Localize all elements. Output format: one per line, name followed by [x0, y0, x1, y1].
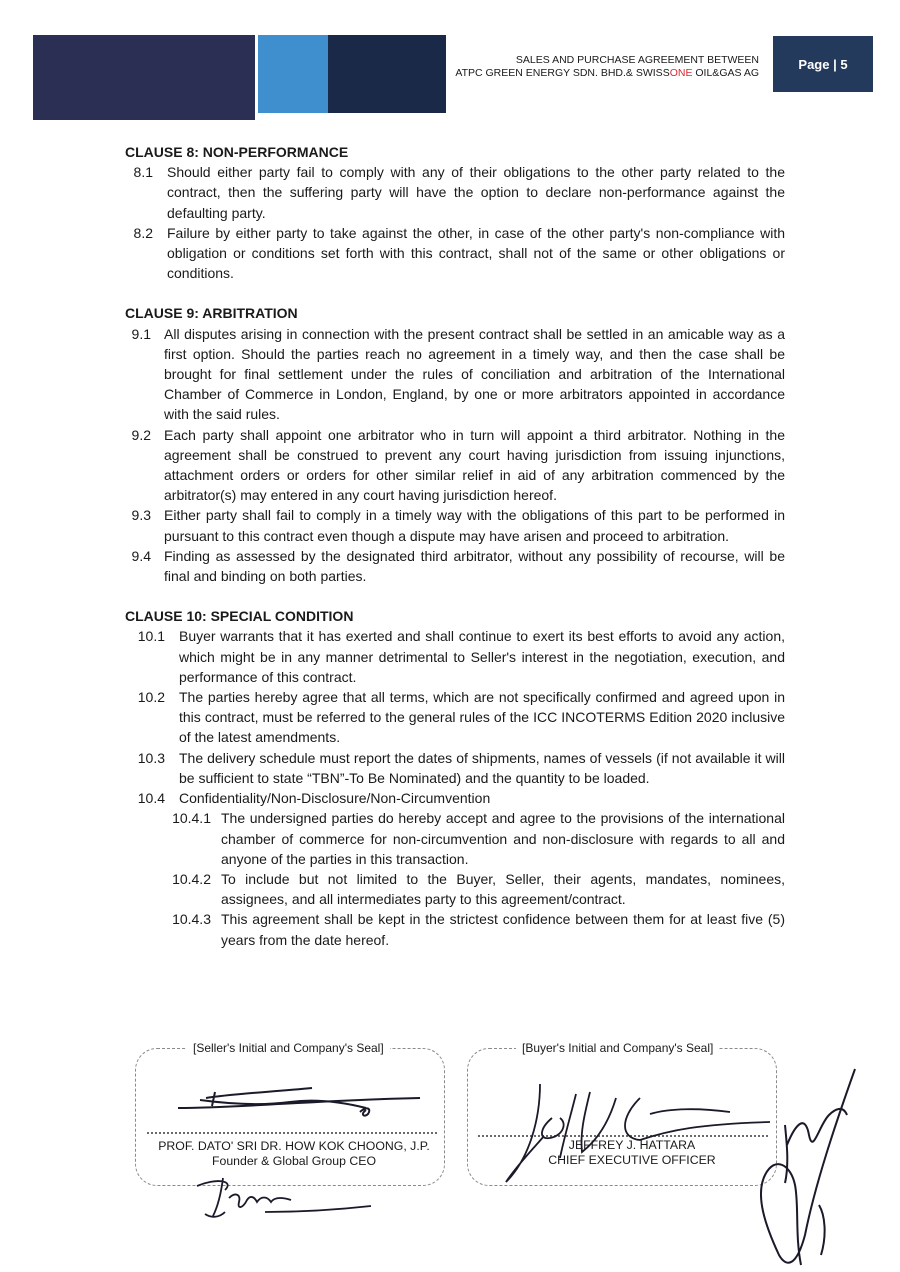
sub-clause-text: This agreement shall be kept in the strictest confidence between them for at least five (5) years from the date hereof.: [221, 911, 785, 948]
sub-clause-item: [125, 869, 785, 909]
clause-number: 9.2: [131, 426, 151, 443]
clause-number: 9.1: [131, 325, 151, 342]
clause-item: [125, 748, 785, 788]
buyer-name: JEFFREY J. HATTARA: [568, 1138, 696, 1152]
clause-number: 8.1: [133, 164, 153, 181]
clause-number: 10.3: [137, 749, 165, 766]
seller-signature-line: [147, 1132, 437, 1134]
seller-initial-image: [195, 1170, 375, 1225]
seller-signatory: [135, 1139, 453, 1169]
clause-text: The parties hereby agree that all terms, which are not specifically confirmed and agreed upon in this contract, must be referred to the general rules of the ICC INCOTERMS Edition 2020 inclusive of the latest amendments.: [179, 689, 785, 746]
clause-text: Confidentiality/Non-Disclosure/Non-Circumvention: [179, 790, 491, 807]
sub-clause-item: [125, 808, 785, 869]
clause-number: 9.3: [131, 507, 151, 524]
buyer-initial-image: [735, 1065, 865, 1270]
clause-item: [125, 687, 785, 748]
clause-item: [125, 788, 785, 808]
header-title: [455, 54, 759, 80]
sub-clause-item: [125, 909, 785, 949]
buyer-role: CHIEF EXECUTIVE OFFICER: [548, 1153, 716, 1167]
header-title-line2: ATPC GREEN ENERGY SDN. BHD.& SWISSONE OIL&GAS AG: [455, 67, 759, 79]
header-logo-block-navy: [33, 35, 255, 120]
clause-item: [125, 626, 785, 687]
sub-clause-text: To include but not limited to the Buyer, Seller, their agents, mandates, nominees, assignees, and all intermediates party to this agreement/contract.: [221, 870, 785, 908]
sub-clause-text: The undersigned parties do hereby accept and agree to the provisions of the international chamber of commerce for non-circumvention and non-disclosure with regards to all and anyone of the parties in this transaction.: [221, 810, 785, 867]
clause-item: [125, 546, 785, 586]
clause-number: 10.1: [137, 628, 165, 645]
clause-item: [125, 162, 785, 223]
clause-number: 9.4: [131, 547, 151, 564]
clause-text: Failure by either party to take against the other, in case of the other party's non-compliance with obligation or conditions set forth with this contract, shall not of the same or other obligations or conditions.: [167, 224, 785, 282]
clause-text: Buyer warrants that it has exerted and shall continue to exert its best efforts to avoid any action, which might be in any manner detrimental to Seller's interest in the negotiation, execution, and performance of this contract.: [179, 628, 785, 685]
clause-9: [125, 303, 785, 586]
clause-text: Finding as assessed by the designated third arbitrator, without any possibility of recourse, will be final and binding on both parties.: [164, 547, 785, 585]
page-number-badge: [773, 36, 873, 92]
clause-8: [125, 142, 785, 283]
page-number-label: Page | 5: [798, 56, 848, 72]
clause-item: [125, 324, 785, 425]
buyer-seal-label: [Buyer's Initial and Company's Seal]: [516, 1041, 719, 1055]
sub-clause-number: 10.4.2: [172, 870, 211, 887]
clause-item: [125, 505, 785, 545]
sub-clause-number: 10.4.1: [172, 810, 211, 827]
clause-number: 10.4: [137, 790, 165, 807]
document-body: [125, 142, 785, 950]
header-title-highlight: ONE: [669, 67, 693, 79]
seller-seal-label: [Seller's Initial and Company's Seal]: [187, 1041, 390, 1055]
header-logo-block-dark: [328, 35, 446, 113]
clause-number: 10.2: [137, 689, 165, 706]
clause-text: Should either party fail to comply with any of their obligations to the other party related to the contract, then the suffering party will have the option to declare non-performance against the defaulting party.: [167, 164, 785, 221]
clause-text: Either party shall fail to comply in a timely way with the obligations of this part to be performed in pursuant to this contract even though a dispute may have arisen and proceed to arbitration.: [164, 507, 785, 544]
clause-item: [125, 223, 785, 284]
clause-10-title: CLAUSE 10: SPECIAL CONDITION: [125, 608, 354, 625]
seller-name: PROF. DATO' SRI DR. HOW KOK CHOONG, J.P.: [158, 1139, 430, 1153]
header-logo-block-blue: [258, 35, 328, 113]
sub-clause-number: 10.4.3: [172, 911, 211, 928]
clause-text: All disputes arising in connection with the present contract shall be settled in an amicable way as a first option. Should the parties reach no agreement in a timely way, and then the case shall be brought for final settlement under the rules of conciliation and arbitration of the International Chamber of Commerce in London, England, by one or more arbitrators appointed in accordance with the said rules.: [164, 325, 785, 423]
seller-role: Founder & Global Group CEO: [211, 1154, 377, 1168]
header-title-line1: SALES AND PURCHASE AGREEMENT BETWEEN: [515, 54, 759, 66]
clause-8-title: CLAUSE 8: NON-PERFORMANCE: [125, 144, 349, 160]
clause-text: The delivery schedule must report the dates of shipments, names of vessels (if not available it will be sufficient to state “TBN”-To Be Nominated) and the quantity to be loaded.: [179, 749, 785, 786]
clause-9-title: CLAUSE 9: ARBITRATION: [125, 305, 298, 322]
clause-item: [125, 425, 785, 506]
clause-text: Each party shall appoint one arbitrator who in turn will appoint a third arbitrator. Nothing in the agreement shall be construed to prevent any court having jurisdiction from issuing injunctions, attachment orders or orders for other similar relief in aid of any arbitration commenced by the arbitrator(s) may entered in any court having jurisdiction hereof.: [164, 426, 785, 504]
seller-signature-image: [170, 1078, 430, 1128]
clause-10: [125, 606, 785, 949]
clause-number: 8.2: [133, 224, 153, 241]
